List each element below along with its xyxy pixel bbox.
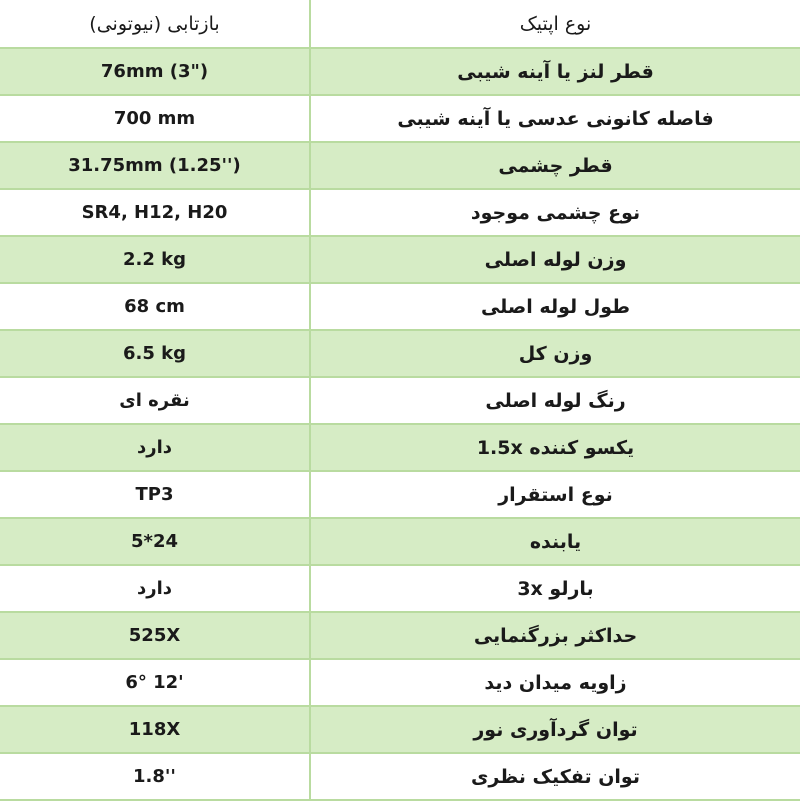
spec-value-cell: 6° 12' <box>0 659 310 706</box>
table-row <box>0 330 800 377</box>
table-row <box>0 565 800 612</box>
spec-value-cell: 68 cm <box>0 283 310 330</box>
table-row <box>0 236 800 283</box>
spec-label-cell: توان تفکیک نظری <box>310 753 800 800</box>
spec-label-cell: طول لوله اصلی <box>310 283 800 330</box>
spec-value-cell: دارد <box>0 565 310 612</box>
spec-value-cell: 118X <box>0 706 310 753</box>
spec-label-cell: قطر چشمی <box>310 142 800 189</box>
spec-value-cell: SR4, H12, H20 <box>0 189 310 236</box>
table-row <box>0 283 800 330</box>
table-row <box>0 706 800 753</box>
spec-value-cell: 525X <box>0 612 310 659</box>
table-row <box>0 189 800 236</box>
spec-label-cell: قطر لنز یا آینه شیبی <box>310 48 800 95</box>
spec-label-cell: زاویه میدان دید <box>310 659 800 706</box>
spec-label-cell: نوع استقرار <box>310 471 800 518</box>
spec-value-cell: 1.8'' <box>0 753 310 800</box>
spec-label-cell: توان گردآوری نور <box>310 706 800 753</box>
spec-label-cell: فاصله کانونی عدسی یا آینه شیبی <box>310 95 800 142</box>
spec-value-cell: TP3 <box>0 471 310 518</box>
spec-label-cell: بارلو 3x <box>310 565 800 612</box>
spec-value-cell: 76mm (3") <box>0 48 310 95</box>
table-row <box>0 142 800 189</box>
spec-value-cell: 6.5 kg <box>0 330 310 377</box>
spec-value-cell: 5*24 <box>0 518 310 565</box>
spec-label-cell: رنگ لوله اصلی <box>310 377 800 424</box>
table-row <box>0 612 800 659</box>
table-row <box>0 424 800 471</box>
spec-label-cell: نوع چشمی موجود <box>310 189 800 236</box>
spec-label-cell: یکسو کننده 1.5x <box>310 424 800 471</box>
header-value-cell: بازتابی (نیوتونی) <box>0 0 310 48</box>
table-row <box>0 518 800 565</box>
spec-value-cell: دارد <box>0 424 310 471</box>
spec-label-cell: حداکثر بزرگنمایی <box>310 612 800 659</box>
table-row <box>0 48 800 95</box>
header-label-cell: نوع اپتیک <box>310 0 800 48</box>
table-row <box>0 95 800 142</box>
table-row <box>0 659 800 706</box>
table-row <box>0 753 800 800</box>
spec-value-cell: نقره ای <box>0 377 310 424</box>
spec-value-cell: 31.75mm (1.25'') <box>0 142 310 189</box>
spec-value-cell: 2.2 kg <box>0 236 310 283</box>
spec-value-cell: 700 mm <box>0 95 310 142</box>
table-row <box>0 471 800 518</box>
spec-label-cell: وزن کل <box>310 330 800 377</box>
spec-label-cell: وزن لوله اصلی <box>310 236 800 283</box>
table-row <box>0 377 800 424</box>
table-header-row <box>0 0 800 48</box>
spec-label-cell: یابنده <box>310 518 800 565</box>
